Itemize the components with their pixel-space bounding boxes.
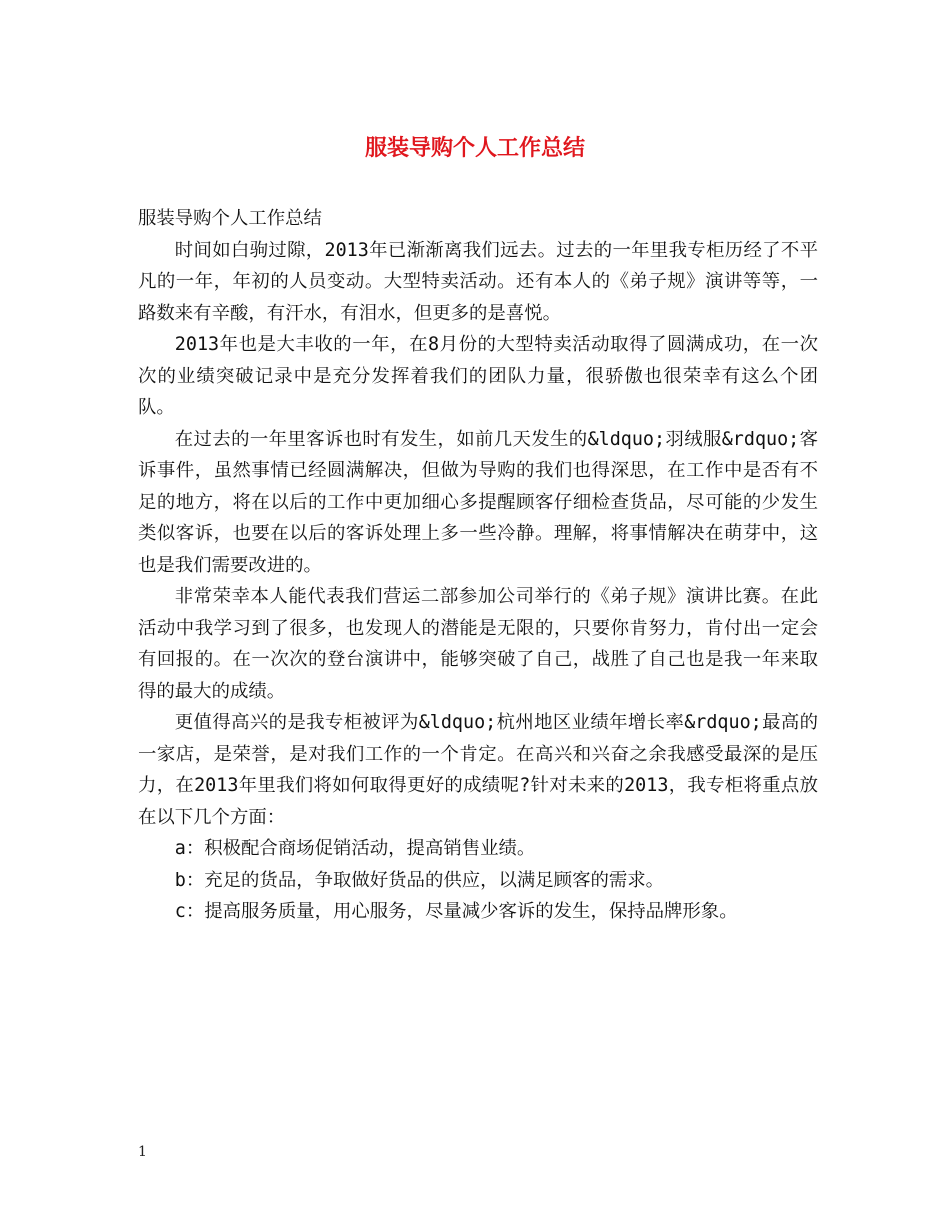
- list-item-b: b：充足的货品，争取做好货品的供应，以满足顾客的需求。: [174, 869, 665, 891]
- paragraph-complaints: 在过去的一年里客诉也时有发生，如前几天发生的&ldquo;羽绒服&rdquo;客诉事件，虽然事情已经圆满解决，但做为导购的我们也得深思，在工作中是否有不足的地方，将在以后的工作中更加细心多提醒顾客仔细检查货品，尽可能的少发生类似客诉，也要在以后的客诉处理上多一些冷静。理解，将事情解决在萌芽中，这也是我们需要改进的。: [138, 428, 818, 576]
- paragraph-intro: 时间如白驹过隙，2013年已渐渐离我们远去。过去的一年里我专柜历经了不平凡的一年，年初的人员变动。大型特卖活动。还有本人的《弟子规》演讲等等，一路数来有辛酸，有汗水，有泪水，但更多的是喜悦。: [138, 239, 818, 324]
- paragraph-honor: 更值得高兴的是我专柜被评为&ldquo;杭州地区业绩年增长率&rdquo;最高的一家店，是荣誉，是对我们工作的一个肯定。在高兴和兴奋之余我感受最深的是压力，在2013年里我们将如何取得更好的成绩呢?针对未来的2013，我专柜将重点放在以下几个方面：: [138, 712, 818, 828]
- list-item-c: c：提高服务质量，用心服务，尽量减少客诉的发生，保持品牌形象。: [174, 901, 738, 922]
- page-number: 1: [138, 1144, 147, 1160]
- paragraph-harvest: 2013年也是大丰收的一年，在8月份的大型特卖活动取得了圆满成功，在一次次的业绩突破记录中是充分发挥着我们的团队力量，很骄傲也很荣幸有这么个团队。: [138, 334, 818, 418]
- document-subtitle: 服装导购个人工作总结: [138, 208, 322, 229]
- paragraph-speech-contest: 非常荣幸本人能代表我们营运二部参加公司举行的《弟子规》演讲比赛。在此活动中我学习到了很多，也发现人的潜能是无限的，只要你肯努力，肯付出一定会有回报的。在一次次的登台演讲中，能够突破了自己，战胜了自己也是我一年来取得的最大的成绩。: [138, 586, 818, 702]
- list-item-a: a：积极配合商场促销活动，提高销售业绩。: [174, 838, 536, 859]
- document-title: 服装导购个人工作总结: [364, 135, 585, 161]
- document-body: [138, 203, 818, 928]
